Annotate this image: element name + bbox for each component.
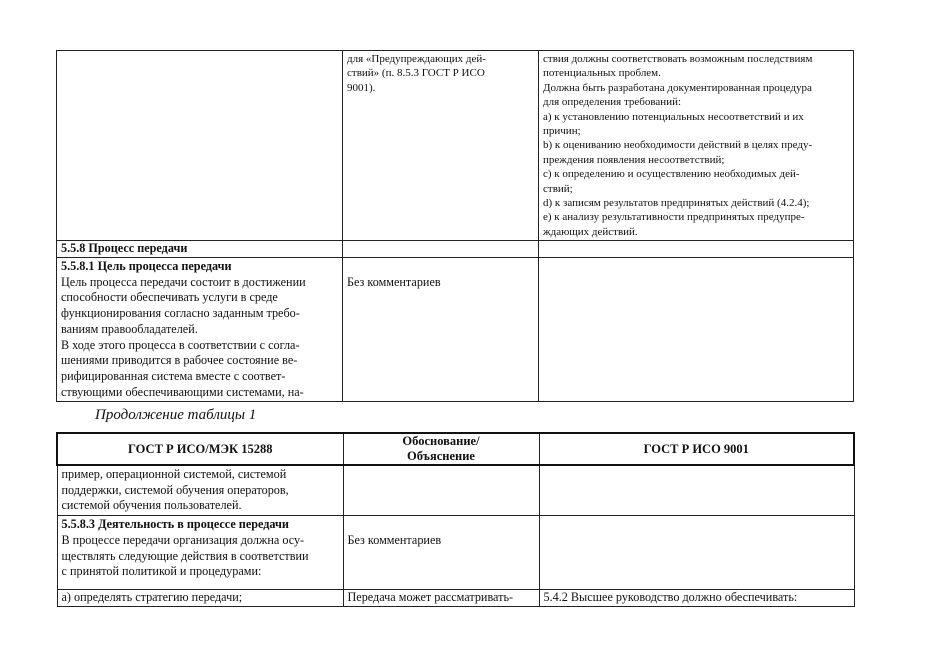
cell-text-line: d) к записям результатов предпринятых действий (4.2.4); <box>543 197 810 210</box>
cell-text-line: В процессе передачи организация должна осу- <box>61 532 305 547</box>
table-row <box>57 516 854 590</box>
cell-text-line: ствий; <box>543 182 573 195</box>
table-cell-rationale <box>343 241 539 258</box>
table-cell-9001 <box>539 465 854 516</box>
cell-text-line: ствия должны соответствовать возможным последствиям <box>543 53 813 65</box>
section-heading: 5.5.8.1 Цель процесса передачи <box>61 258 232 273</box>
cell-text-line: причин; <box>543 125 581 138</box>
cell-text-line: рифицированная система вместе с соответ- <box>61 368 286 383</box>
table-cell-9001 <box>539 257 854 401</box>
cell-text-line: Должна быть разработана документированная процедура <box>543 81 812 94</box>
cell-text-line: потенциальных проблем. <box>543 67 661 80</box>
table-row <box>57 51 854 241</box>
cell-text-line: a) к установлению потенциальных несоответствий и их <box>543 110 804 123</box>
cell-text-line: пример, операционной системой, системой <box>61 467 287 481</box>
table-cell-9001 <box>539 241 854 258</box>
cell-text-line: c) к определению и осуществлению необходимых дей- <box>543 168 800 181</box>
column-header-rationale <box>343 433 539 465</box>
cell-text-line: b) к оцениванию необходимости действий в целях преду- <box>543 139 813 152</box>
cell-text-line: поддержки, системой обучения операторов, <box>61 482 289 497</box>
table-cell-rationale <box>343 516 539 590</box>
table-cell-rationale <box>343 257 539 401</box>
table-cell-9001 <box>539 516 854 590</box>
column-header-15288: ГОСТ Р ИСО/МЭК 15288 <box>57 433 343 465</box>
table-cell-rationale <box>343 51 539 241</box>
table-row <box>57 257 854 401</box>
cell-text-line: e) к анализу результативности предпринятых предупре- <box>543 211 805 224</box>
column-header-line: Обоснование/ <box>402 434 480 448</box>
table-cell-rationale <box>343 465 539 516</box>
table-row <box>57 589 854 606</box>
cell-text-line: a) определять стратегию передачи; <box>61 589 243 604</box>
cell-text-line: ществлять следующие действия в соответствии <box>61 548 309 563</box>
table-row <box>57 241 854 258</box>
section-heading-cell <box>57 241 343 258</box>
cell-text-line: для «Предупреждающих дей- <box>347 53 486 65</box>
table-cell-15288 <box>57 257 343 401</box>
cell-text-line: Передача может рассматривать- <box>347 589 514 604</box>
table-cell-15288 <box>57 465 343 516</box>
section-heading: 5.5.8 Процесс передачи <box>61 241 188 256</box>
cell-text-line: Цель процесса передачи состоит в достижении <box>61 274 306 289</box>
table-caption: Продолжение таблицы 1 <box>95 407 257 423</box>
cell-text-line: с принятой политикой и процедурами: <box>61 564 262 579</box>
column-header-9001: ГОСТ Р ИСО 9001 <box>539 433 854 465</box>
section-heading: 5.5.8.3 Деятельность в процессе передачи <box>61 517 289 532</box>
requirements-table-bottom <box>56 432 855 607</box>
cell-text-line: В ходе этого процесса в соответствии с согла- <box>61 337 300 352</box>
table-cell-15288 <box>57 51 343 241</box>
cell-text-line: для определения требований: <box>543 96 682 109</box>
table-cell-15288 <box>57 589 343 606</box>
requirements-table-top <box>56 50 854 402</box>
cell-text-line: ждающих действий. <box>543 225 638 238</box>
table-cell-rationale <box>343 589 539 606</box>
cell-text-line: преждения появления несоответствий; <box>543 153 725 166</box>
cell-text-line: Без комментариев <box>347 533 442 548</box>
cell-text-line: 9001). <box>347 81 376 94</box>
cell-text-line: Без комментариев <box>347 274 441 289</box>
cell-text-line: функционирования согласно заданным требо- <box>61 306 300 321</box>
cell-text-line: ствий» (п. 8.5.3 ГОСТ Р ИСО <box>347 67 485 80</box>
table-cell-9001 <box>539 51 854 241</box>
table-cell-15288 <box>57 516 343 590</box>
cell-text-line: способности обеспечивать услуги в среде <box>61 290 278 305</box>
cell-text-line: системой обучения пользователей. <box>61 498 242 513</box>
cell-text-line: 5.4.2 Высшее руководство должно обеспечивать: <box>543 589 798 604</box>
table-cell-9001 <box>539 589 854 606</box>
cell-text-line: ваниям правообладателей. <box>61 321 198 336</box>
column-header-line: Объяснение <box>407 449 475 463</box>
table-header-row <box>57 433 854 465</box>
cell-text-line: ствующими обеспечивающими системами, на- <box>61 384 304 399</box>
table-row <box>57 465 854 516</box>
cell-text-line: шениями приводится в рабочее состояние ве- <box>61 353 298 368</box>
